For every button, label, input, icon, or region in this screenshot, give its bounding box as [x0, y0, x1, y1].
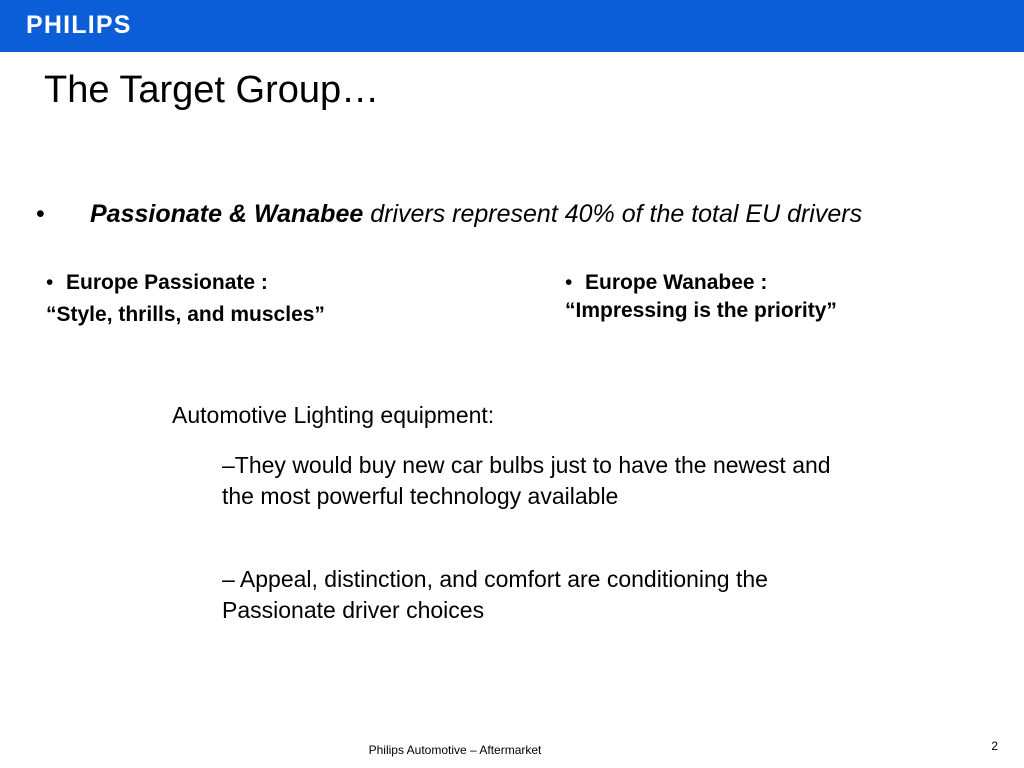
europe-passionate-block	[46, 268, 325, 330]
lighting-heading: Automotive Lighting equipment:	[172, 402, 495, 428]
page-number: 2	[991, 739, 998, 753]
europe-wanabee-quote: “Impressing is the priority”	[565, 299, 837, 322]
lighting-item: –They would buy new car bulbs just to have the newest and the most powerful technology available	[222, 452, 831, 509]
header-bar	[0, 0, 1024, 52]
europe-wanabee-block	[565, 268, 837, 326]
main-bullet-text: drivers represent 40% of the total EU drivers	[363, 200, 863, 228]
europe-passionate-heading: Europe Passionate :	[66, 271, 268, 294]
main-bullet-bold-text: Passionate & Wanabee	[90, 200, 364, 228]
bullet-icon: •	[36, 200, 45, 228]
lighting-item: – Appeal, distinction, and comfort are conditioning the Passionate driver choices	[222, 566, 768, 623]
philips-logo: PHILIPS	[26, 11, 132, 39]
europe-passionate-quote: “Style, thrills, and muscles”	[46, 303, 325, 326]
bullet-icon: •	[565, 271, 573, 294]
bullet-icon: •	[46, 271, 54, 294]
footer-text: Philips Automotive – Aftermarket	[368, 743, 542, 757]
europe-wanabee-heading: Europe Wanabee :	[585, 271, 768, 294]
slide-title: The Target Group…	[44, 69, 380, 111]
main-bullet	[36, 198, 862, 230]
